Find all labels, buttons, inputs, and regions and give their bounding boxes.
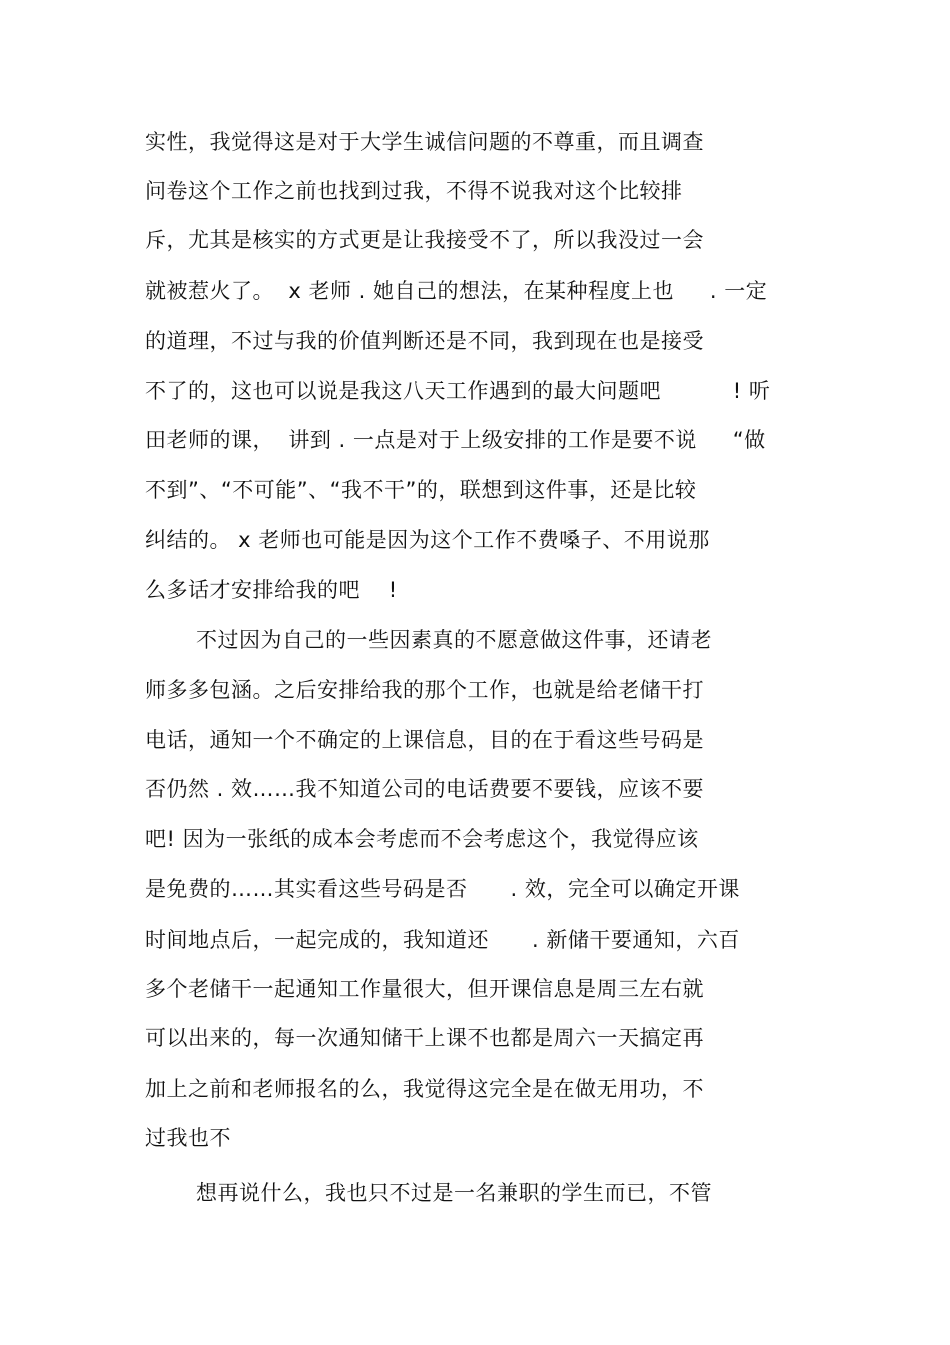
text-line: 吧! 因为一张纸的成本会考虑而不会考虑这个，我觉得应该 bbox=[145, 827, 699, 851]
text-line: 么多话才安排给我的吧 ! bbox=[145, 578, 398, 602]
text-line: 的道理，不过与我的价值判断还是不同，我到现在也是接受 bbox=[145, 329, 704, 353]
text-line: 不了的，这也可以说是我这八天工作遇到的最大问题吧 ! 听 bbox=[145, 379, 771, 403]
text-line: 是免费的……其实看这些号码是否 . 效，完全可以确定开课 bbox=[145, 877, 740, 901]
text-line: 纠结的。 x 老师也可能是因为这个工作不费嗓子、不用说那 bbox=[145, 528, 710, 552]
text-line: 田老师的课， 讲到 . 一点是对于上级安排的工作是要不说 “做 bbox=[145, 428, 766, 452]
text-line: 实性，我觉得这是对于大学生诚信问题的不尊重，而且调查 bbox=[145, 130, 704, 154]
text-line: 多个老储干一起通知工作量很大，但开课信息是周三左右就 bbox=[145, 977, 704, 1001]
text-line: 否仍然 . 效……我不知道公司的电话费要不要钱，应该不要 bbox=[145, 777, 705, 801]
text-line: 电话，通知一个不确定的上课信息，目的在于看这些号码是 bbox=[145, 728, 704, 752]
text-line: 过我也不 bbox=[145, 1126, 231, 1150]
text-line: 斥，尤其是核实的方式更是让我接受不了，所以我没过一会 bbox=[145, 228, 704, 252]
text-line: 不到”、“不可能”、“我不干”的，联想到这件事，还是比较 bbox=[145, 478, 697, 502]
text-line: 加上之前和老师报名的么，我觉得这完全是在做无用功，不 bbox=[145, 1077, 704, 1101]
paragraph-first-line: 不过因为自己的一些因素真的不愿意做这件事，还请老 bbox=[196, 628, 712, 652]
text-line: 可以出来的，每一次通知储干上课不也都是周六一天搞定再 bbox=[145, 1026, 704, 1050]
text-line: 问卷这个工作之前也找到过我，不得不说我对这个比较排 bbox=[145, 179, 683, 203]
text-line: 师多多包涵。之后安排给我的那个工作，也就是给老储干打 bbox=[145, 678, 704, 702]
text-line: 就被惹火了。 x 老师 . 她自己的想法，在某种程度上也 . 一定 bbox=[145, 279, 768, 303]
paragraph-first-line: 想再说什么，我也只不过是一名兼职的学生而已，不管 bbox=[196, 1181, 712, 1205]
text-line: 时间地点后，一起完成的，我知道还 . 新储干要通知，六百 bbox=[145, 928, 740, 952]
